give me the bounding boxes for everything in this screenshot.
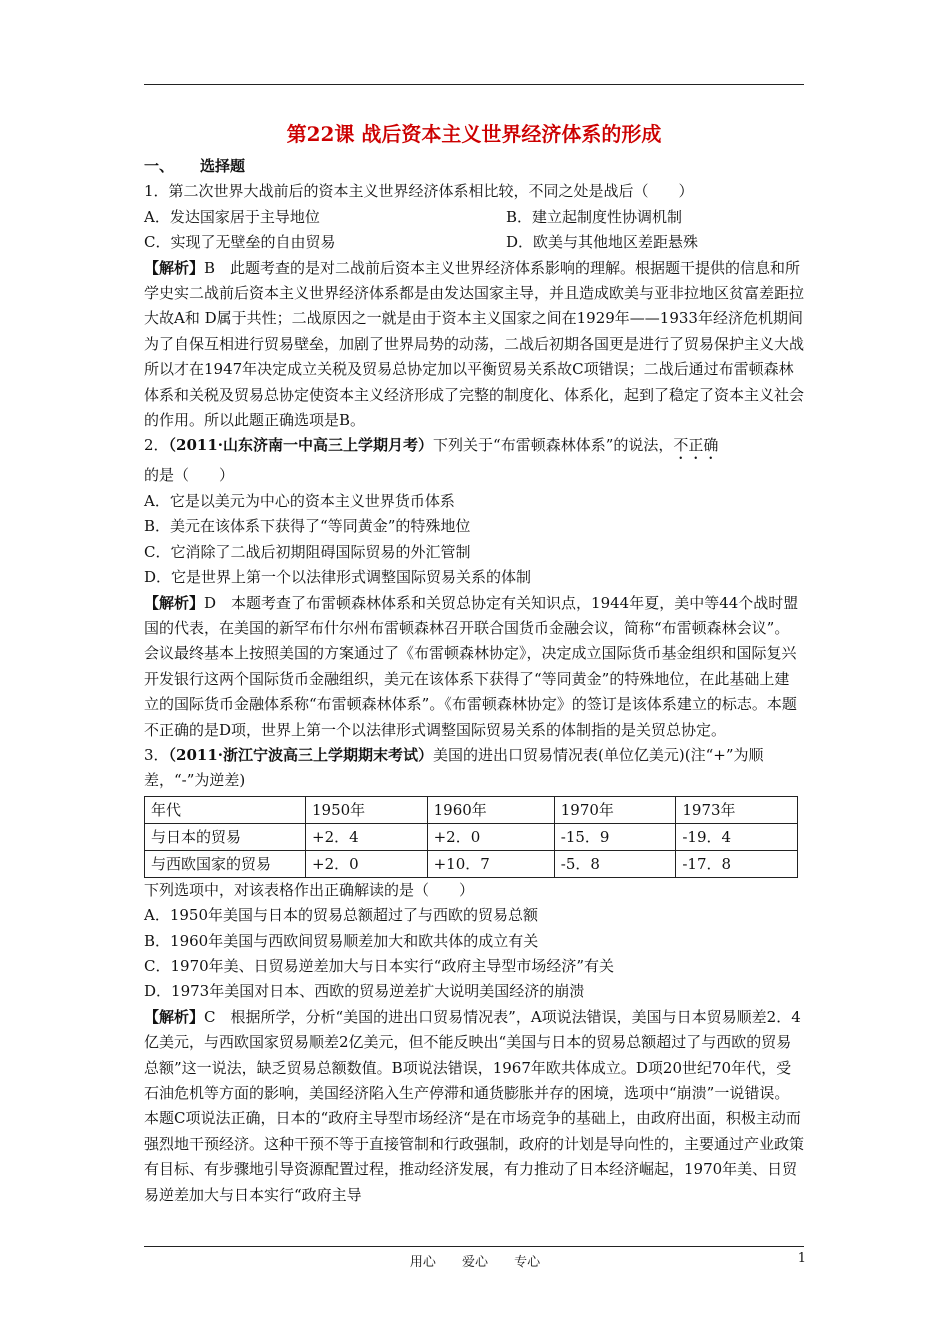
option: B．1960年美国与西欧间贸易顺差加大和欧共体的成立有关	[144, 931, 539, 950]
option: A．1950年美国与日本的贸易总额超过了与西欧的贸易总额	[144, 906, 539, 925]
table-cell: +2．0	[427, 823, 554, 850]
table-cell: -5．8	[554, 850, 676, 877]
footer-rule	[144, 1246, 804, 1247]
question-3-prompt: 下列选项中，对该表格作出正确解读的是（ ）	[144, 880, 475, 899]
option: B．美元在该体系下获得了“等同黄金”的特殊地位	[144, 517, 471, 536]
table-header-cell: 1950年	[306, 796, 428, 823]
question-2-analysis: 【解析】D 本题考查了布雷顿森林体系和关贸总协定有关知识点，1944年夏，美中等44个战时盟国的代表，在美国的新罕布什尔州布雷顿森林召开联合国货币金融会议，简称“布雷顿森林会议”。会议最终基本上按照美国的方案通过了《布雷顿森林协定》，决定成立国际货币基金组织和国际复兴开发银行这两个国际货币金融组织，美元在该体系下获得了“等同黄金”的特殊地位，在此基础上建立的国际货币金融体系称“布雷顿森林体系”。《布雷顿森林协定》的签订是该体系建立的标志。本题不正确的是D项，世界上第一个以法律形式调整国际贸易关系的体制指的是关贸总协定。	[144, 593, 799, 739]
analysis-label: 【解析】	[144, 258, 205, 277]
option: C．它消除了二战后初期阻碍国际贸易的外汇管制	[144, 542, 471, 561]
analysis-label: 【解析】	[144, 593, 205, 612]
section-heading: 一、 选择题	[144, 157, 246, 175]
option: D．它是世界上第一个以法律形式调整国际贸易关系的体制	[144, 568, 532, 587]
analysis-label: 【解析】	[144, 1007, 205, 1026]
table-cell: 与西欧国家的贸易	[145, 850, 306, 877]
question-3-analysis: 【解析】C 根据所学，分析“美国的进出口贸易情况表”，A项说法错误，美国与日本贸易顺差2．4亿美元，与西欧国家贸易顺差2亿美元，但不能反映出“美国与日本的贸易总额超过了与西欧的贸易总额”这一说法，缺乏贸易总额数值。B项说法错误，1967年欧共体成立。D项20世纪70年代，受石油危机等方面的影响，美国经济陷入生产停滞和通货膨胀并存的困境，选项中“崩溃”一说错误。本题C项说法正确，日本的“政府主导型市场经济“是在市场竞争的基础上，由政府出面，积极主动而强烈地干预经济。这种干预不等于直接管制和行政强制，政府的计划是导向性的，主要通过产业政策有目标、有步骤地引导资源配置过程，推动经济发展，有力推动了日本经济崛起，1970年美、日贸易逆差加大与日本实行“政府主导	[144, 1007, 805, 1204]
option: C．实现了无壁垒的自由贸易	[144, 233, 336, 252]
table-header-cell: 年代	[145, 796, 306, 823]
question-source: （2011·浙江宁波高三上学期期末考试）	[168, 745, 434, 764]
table-header-cell: 1973年	[676, 796, 798, 823]
header-rule	[144, 84, 804, 85]
page-title: 第22课 战后资本主义世界经济体系的形成	[286, 122, 662, 146]
table-cell: +2．4	[306, 823, 428, 850]
trade-table	[144, 796, 798, 878]
table-row	[145, 823, 798, 850]
table-cell: -19．4	[676, 823, 798, 850]
option: A．发达国家居于主导地位	[144, 207, 320, 226]
option: A．它是以美元为中心的资本主义世界货币体系	[144, 491, 455, 510]
page-number: 1	[797, 1251, 806, 1266]
table-cell: 与日本的贸易	[145, 823, 306, 850]
footer-slogan: 用心 爱心 专心	[409, 1255, 541, 1270]
table-header-cell: 1960年	[427, 796, 554, 823]
option: D．欧美与其他地区差距悬殊	[506, 233, 699, 252]
table-header-cell: 1970年	[554, 796, 676, 823]
question-2-stem: 2．（2011·山东济南一中高三上学期月考）下列关于“布雷顿森林体系”的说法，不正确的是（ ）	[144, 436, 719, 485]
table-cell: -17．8	[676, 850, 798, 877]
question-source: （2011·山东济南一中高三上学期月考）	[168, 436, 434, 455]
question-1-options	[144, 205, 804, 256]
question-3-stem: 3．（2011·浙江宁波高三上学期期末考试）美国的进出口贸易情况表(单位亿美元)(注“+”为顺差，“-”为逆差)	[144, 745, 764, 790]
option: B．建立起制度性协调机制	[506, 207, 683, 226]
table-cell: +10．7	[427, 850, 554, 877]
question-1-analysis: 【解析】B 此题考查的是对二战前后资本主义世界经济体系影响的理解。根据题干提供的信息和所学史实二战前后资本主义世界经济体系都是由发达国家主导，并且造成欧美与亚非拉地区贫富差距拉大故A和 D属于共性；二战原因之一就是由于资本主义国家之间在1929年——1933年经济危机期间为了自保互相进行贸易壁垒，加剧了世界局势的动荡，二战后初期各国更是进行了贸易保护主义大战所以才在1947年决定成立关税及贸易总协定加以平衡贸易关系故C项错误；二战后通过布雷顿森林体系和关税及贸易总协定使资本主义经济形成了完整的制度化、体系化，起到了稳定了资本主义社会的作用。所以此题正确选项是B。	[144, 258, 805, 430]
table-cell: +2．0	[306, 850, 428, 877]
option: C．1970年美、日贸易逆差加大与日本实行“政府主导型市场经济”有关	[144, 956, 614, 975]
table-cell: -15．9	[554, 823, 676, 850]
table-header-row	[145, 796, 798, 823]
option: D．1973年美国对日本、西欧的贸易逆差扩大说明美国经济的崩溃	[144, 982, 585, 1001]
emphasis-text: 不正确	[673, 436, 719, 455]
question-1-stem: 1．第二次世界大战前后的资本主义世界经济体系相比较，不同之处是战后（ ）	[144, 182, 694, 201]
table-row	[145, 850, 798, 877]
document-body	[144, 118, 804, 1208]
